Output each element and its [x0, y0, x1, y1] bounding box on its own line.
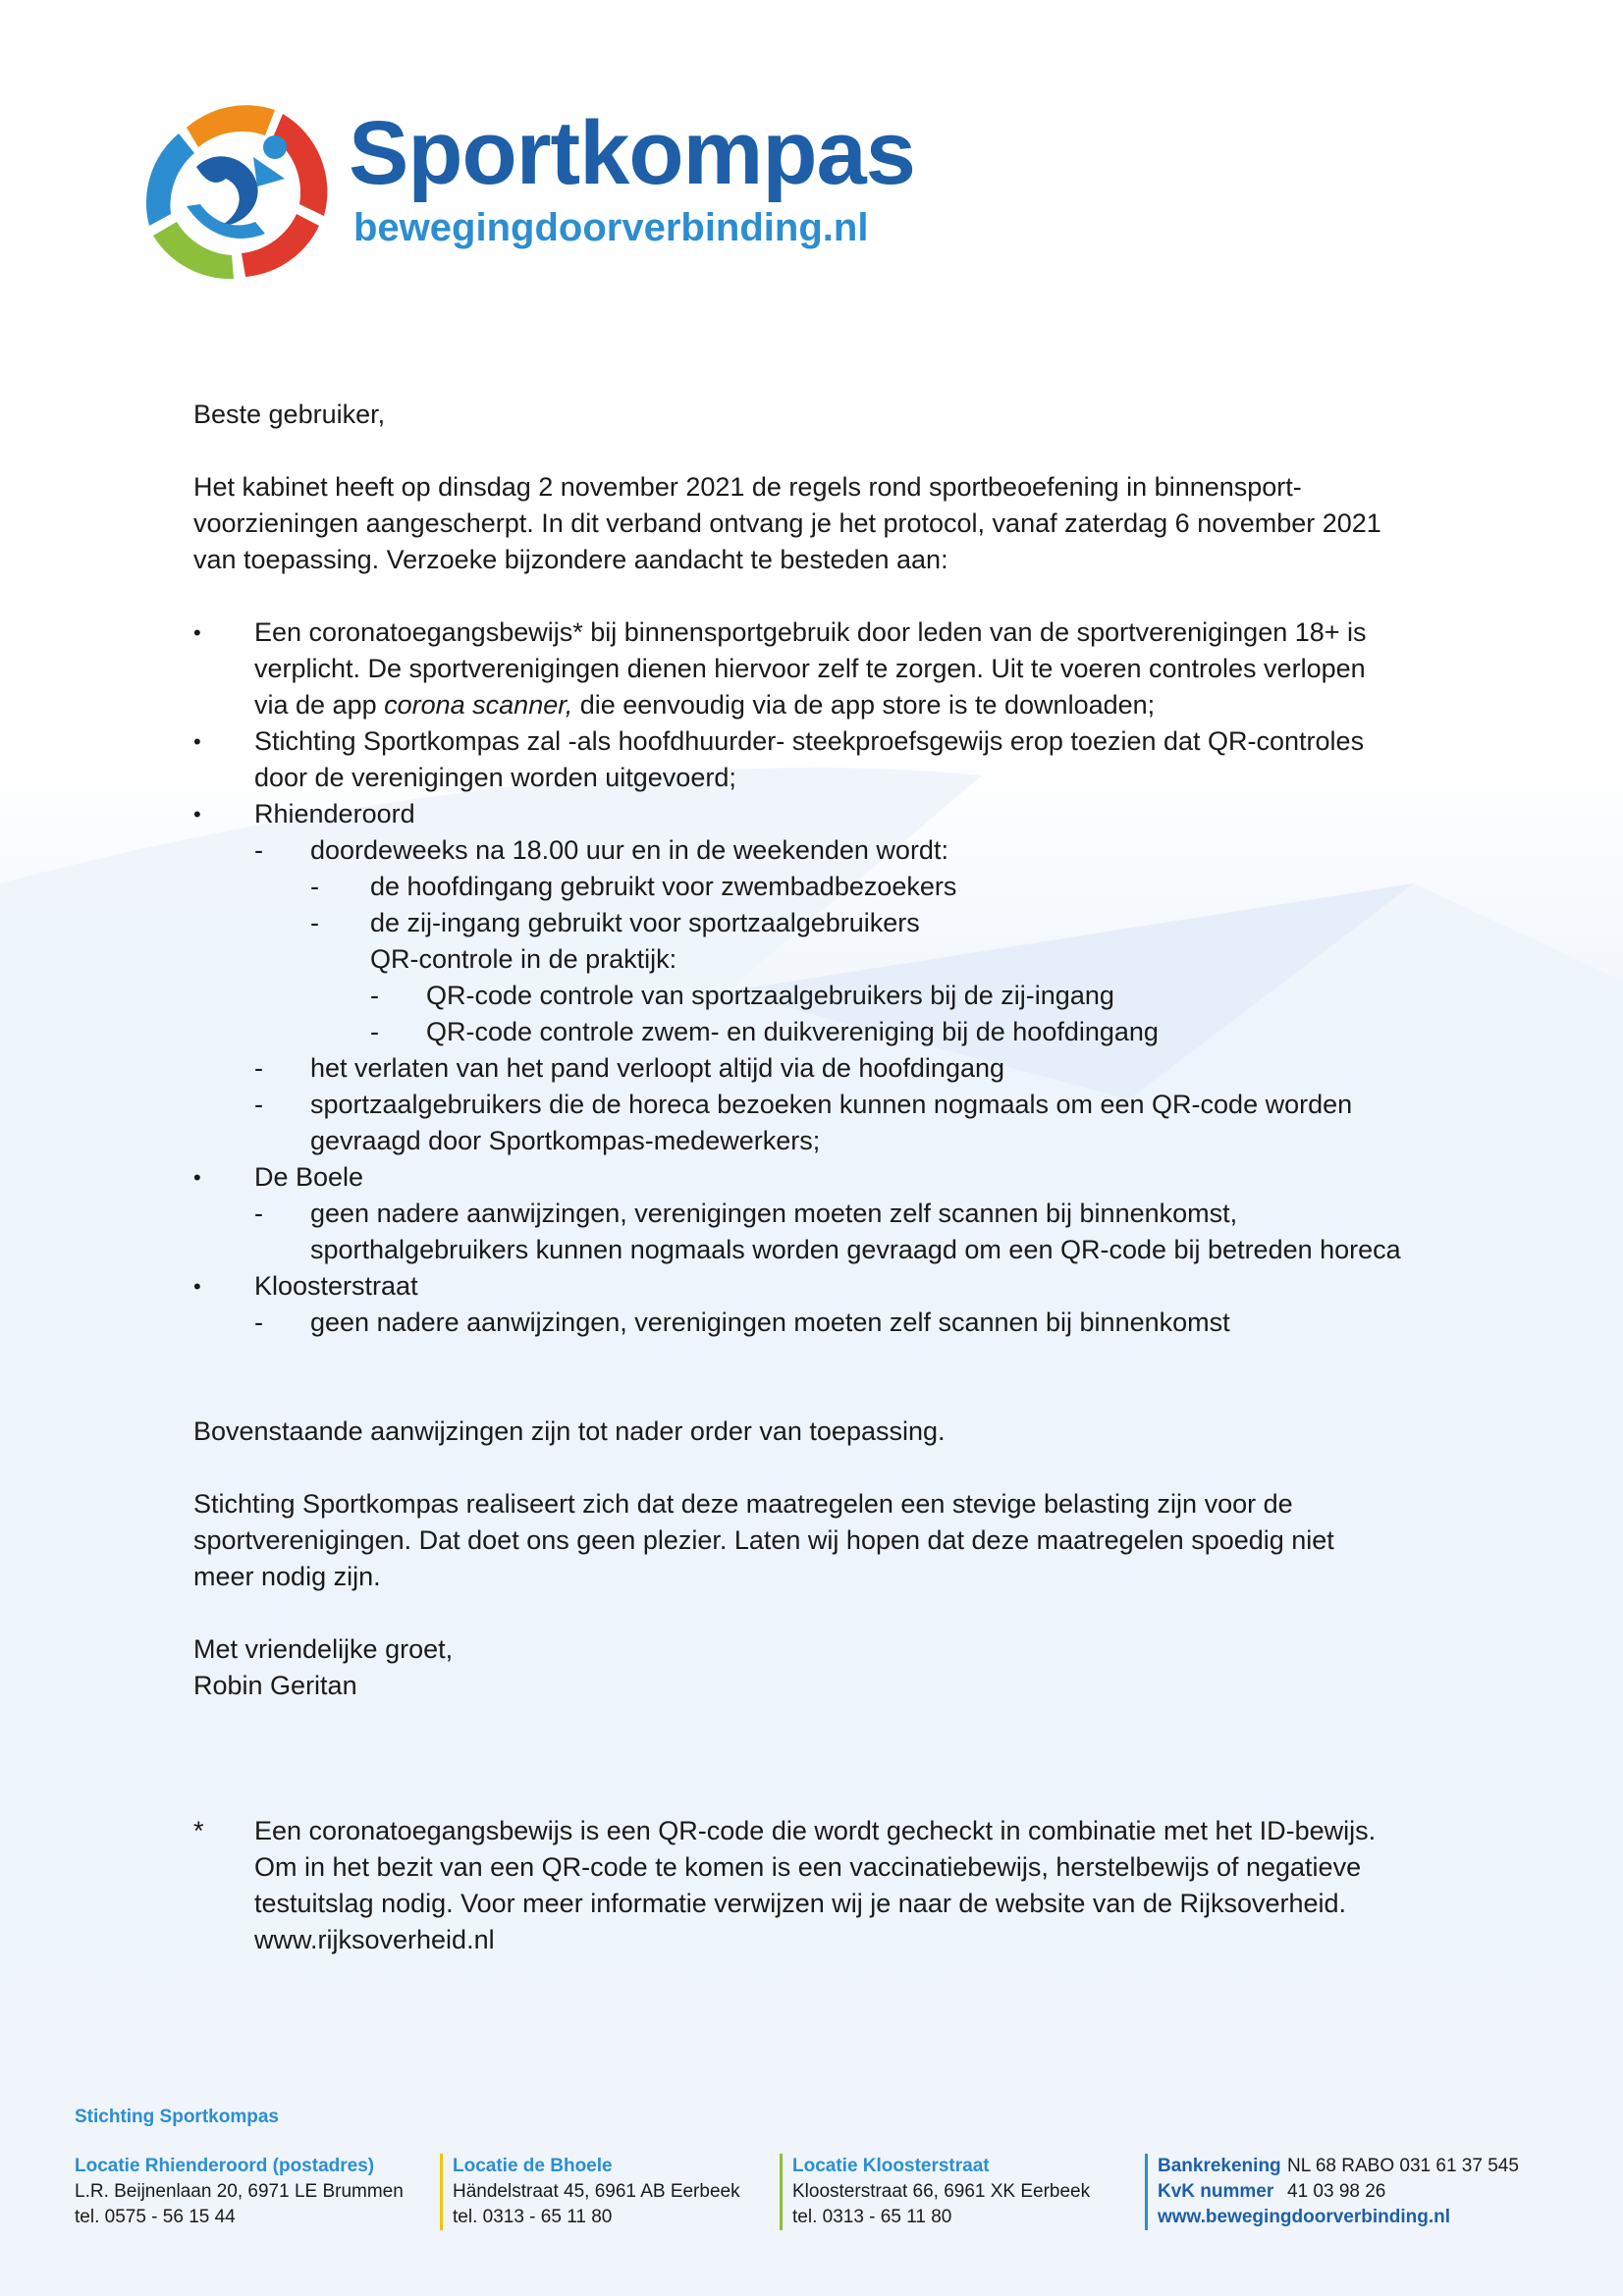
dash-marker: -	[370, 981, 379, 1010]
location-title: De Boele	[254, 1162, 364, 1192]
bullet-marker: •	[193, 1165, 201, 1190]
bullet-text: Een coronatoegangsbewijs* bij binnensportgebruik door leden van de sportverenigingen 18+ is	[254, 617, 1367, 647]
letter-body	[193, 397, 1489, 1958]
dash-marker: -	[310, 872, 319, 901]
sportkompas-logo	[128, 88, 913, 285]
location-title: Rhienderoord	[254, 799, 415, 828]
app-name: corona scanner,	[384, 690, 573, 720]
paragraph-line: Stichting Sportkompas realiseert zich dat deze maatregelen een stevige belasting zijn voor de	[193, 1489, 1293, 1519]
bullet-text: door de verenigingen worden uitgevoerd;	[254, 763, 736, 792]
list-item	[193, 1159, 1489, 1196]
dash-marker: -	[254, 1090, 263, 1119]
list-item	[193, 614, 1489, 723]
bullet-text: verplicht. De sportverenigingen dienen hiervoor zelf te zorgen. Uit te voeren controles verlopen	[254, 654, 1366, 683]
location-title: Kloosterstraat	[254, 1271, 418, 1301]
dash-marker: -	[370, 1017, 379, 1046]
bullet-marker: •	[193, 620, 201, 645]
sub-item: - geen nadere aanwijzingen, verenigingen moeten zelf scannen bij binnenkomst	[193, 1305, 1489, 1341]
sub-sub-item: - de zij-ingang gebruikt voor sportzaalgebruikers QR-controle in de praktijk:	[193, 905, 1489, 978]
intro-line: Het kabinet heeft op dinsdag 2 november 2021 de regels rond sportbeoefening in binnensport-	[193, 472, 1302, 502]
website-link[interactable]: www.bewegingdoorverbinding.nl	[1158, 2207, 1451, 2227]
list-item	[193, 723, 1489, 796]
dash-marker: -	[310, 908, 319, 937]
sub-sub-item: - de hoofdingang gebruikt voor zwembadbezoekers	[193, 869, 1489, 905]
qr-heading: QR-controle in de praktijk:	[370, 944, 677, 974]
bullet-text: via de app corona scanner, die eenvoudig via de app store is te downloaden;	[254, 690, 1156, 720]
footnote-marker: *	[193, 1816, 204, 1845]
greeting: Met vriendelijke groet,	[193, 1634, 454, 1664]
qr-item: - QR-code controle zwem- en duikvereniging bij de hoofdingang	[193, 1014, 1489, 1050]
dash-marker: -	[254, 1053, 263, 1083]
footnote: * Een coronatoegangsbewijs is een QR-code die wordt gecheckt in combinatie met het ID-bewijs. Om in het bezit van een QR-code te komen is een vaccinatiebewijs, herstelbewijs of negatieve testuitslag nodig. Voor meer informatie verwijzen wij je naar de website van de Rijksoverheid. www.rijksoverheid.nl	[193, 1813, 1489, 1958]
dash-marker: -	[254, 1199, 263, 1228]
compass-logo-icon	[128, 88, 339, 285]
footer	[75, 2107, 1567, 2227]
brand-name: Sportkompas	[349, 103, 915, 203]
footer-col-bhoele: Locatie de Bhoele Händelstraat 45, 6961 AB Eerbeek tel. 0313 - 65 11 80	[440, 2154, 740, 2230]
salutation: Beste gebruiker,	[193, 400, 386, 429]
sub-item: - sportzaalgebruikers die de horeca bezoeken kunnen nogmaals om een QR-code worden gevraagd door Sportkompas-medewerkers;	[193, 1087, 1489, 1159]
closing-note: Bovenstaande aanwijzingen zijn tot nader order van toepassing.	[193, 1416, 946, 1446]
sub-item: - het verlaten van het pand verloopt altijd via de hoofdingang	[193, 1050, 1489, 1087]
bullet-marker: •	[193, 802, 201, 827]
paragraph-line: meer nodig zijn.	[193, 1562, 381, 1591]
qr-item: - QR-code controle van sportzaalgebruikers bij de zij-ingang	[193, 978, 1489, 1014]
signatory: Robin Geritan	[193, 1671, 357, 1700]
rijksoverheid-link[interactable]: www.rijksoverheid.nl	[254, 1925, 495, 1954]
footer-col-rhienderoord: Locatie Rhienderoord (postadres) L.R. Beijnenlaan 20, 6971 LE Brummen tel. 0575 - 56 15 44	[75, 2156, 404, 2227]
dash-marker: -	[254, 835, 263, 865]
dash-marker: -	[254, 1308, 263, 1337]
bullet-marker: •	[193, 729, 201, 754]
bullet-marker: •	[193, 1274, 201, 1299]
intro-line: voorzieningen aangescherpt. In dit verband ontvang je het protocol, vanaf zaterdag 6 november 2021	[193, 508, 1381, 538]
brand-tagline: bewegingdoorverbinding.nl	[353, 206, 869, 249]
list-item	[193, 1268, 1489, 1305]
sub-item: - geen nadere aanwijzingen, verenigingen moeten zelf scannen bij binnenkomst, sporthalgebruikers kunnen nogmaals worden gevraagd om een QR-code bij betreden horeca	[193, 1196, 1489, 1268]
bullet-text: Stichting Sportkompas zal -als hoofdhuurder- steekproefsgewijs erop toezien dat QR-controles	[254, 726, 1365, 756]
paragraph-line: sportverenigingen. Dat doet ons geen plezier. Laten wij hopen dat deze maatregelen spoedig niet	[193, 1525, 1334, 1555]
list-item	[193, 796, 1489, 832]
footer-col-kloosterstraat: Locatie Kloosterstraat Kloosterstraat 66, 6961 XK Eerbeek tel. 0313 - 65 11 80	[780, 2154, 1090, 2230]
footer-col-bank: Bankrekening NL 68 RABO 031 61 37 545 KvK nummer 41 03 98 26 www.bewegingdoorverbinding.nl	[1145, 2154, 1519, 2230]
intro-line: van toepassing. Verzoeke bijzondere aandacht te besteden aan:	[193, 545, 948, 574]
footer-organization: Stichting Sportkompas	[75, 2107, 279, 2127]
footer-columns	[75, 2154, 1567, 2232]
sub-item: - doordeweeks na 18.00 uur en in de weekenden wordt:	[193, 832, 1489, 869]
